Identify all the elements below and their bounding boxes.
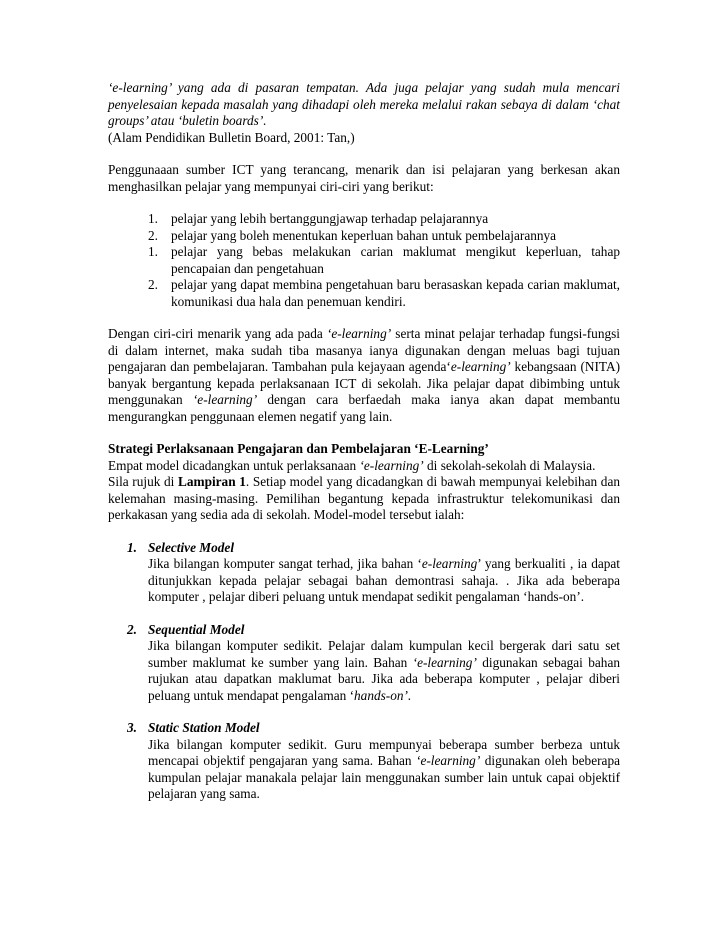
list-item xyxy=(108,277,620,310)
text-run: digunakan sebagai bahan rujukan atau dapatkan maklumat baru. Jika ada beberapa komputer , pelajar diberi peluang untuk mendapat pengalaman ‘ xyxy=(148,654,620,703)
text-run: Jika bilangan komputer sedikit. Pelajar dalam kumpulan kecil bergerak dari satu set sumber maklumat ke sumber yang lain. Bahan xyxy=(148,638,620,670)
appendix-link-text: Lampiran 1 xyxy=(177,474,246,489)
model-number: 1. xyxy=(127,539,137,555)
model-item xyxy=(108,540,620,606)
list-number: 2. xyxy=(148,227,158,243)
text-run: ’ yang berkualiti , ia dapat ditunjukkan kepada pelajar sebagai bahan demontrasi sahaja. . Jika ada beberapa komputer , pelajar diberi peluang untuk mendapat sedikit pengalaman ‘hands-on’. xyxy=(148,556,620,604)
paragraph-characteristics: Penggunaaan sumber ICT yang terancang, menarik dan isi pelajaran yang berkesan akan menghasilkan pelajar yang mempunyai ciri-ciri yang berikut: xyxy=(108,162,620,194)
text-run: digunakan oleh beberapa kumpulan pelajar manakala pelajar lain menggunakan sumber lain untuk capai objektif pelajaran yang sama. xyxy=(148,753,620,801)
section-models-intro xyxy=(108,458,620,475)
list-text: pelajar yang dapat membina pengetahuan baru berasaskan kepada carian maklumat, komunikasi dua hala dan penemuan kendiri. xyxy=(171,277,620,309)
model-number: 2. xyxy=(127,621,137,637)
list-item xyxy=(108,244,620,277)
model-item xyxy=(108,622,620,705)
models-list xyxy=(108,540,620,803)
text-run: dengan cara berfaedah maka ianya akan dapat membantu mengurangkan penggunaan elemen negatif yang lain. xyxy=(108,392,620,424)
emphasis-run: e-learning xyxy=(421,556,478,571)
list-item xyxy=(108,211,620,228)
emphasis-run: e-learning’ xyxy=(450,359,511,374)
section-appendix-ref xyxy=(108,474,620,524)
list-number: 1. xyxy=(148,211,158,226)
model-description xyxy=(148,556,620,606)
strategy-section xyxy=(108,441,620,524)
text-run: di sekolah-sekolah di Malaysia. xyxy=(423,457,596,473)
intro-citation: (Alam Pendidikan Bulletin Board, 2001: Tan,) xyxy=(108,129,355,145)
model-title: Sequential Model xyxy=(148,621,245,637)
text-run: Empat model dicadangkan untuk perlaksanaan xyxy=(108,457,360,473)
text-run: serta minat pelajar terhadap fungsi-fungsi di dalam internet, maka sudah tiba masanya ianya digunakan dengan meluas bagi tujuan pengajaran dan pembelajaran. Tambahan pula kejayaan agenda‘ xyxy=(108,326,620,374)
section-heading: Strategi Perlaksanaan Pengajaran dan Pembelajaran ‘E-Learning’ xyxy=(108,441,489,456)
intro-quote: ‘e-learning’ yang ada di pasaran tempatan. Ada juga pelajar yang sudah mula mencari penyelesaian kepada masalah yang dihadapi oleh mereka melalui rakan sebaya di dalam ‘chat groups’ atau ‘buletin boards’. xyxy=(108,80,620,128)
text-run: Sila rujuk di xyxy=(108,474,178,489)
model-item xyxy=(108,720,620,803)
text-run: Dengan ciri-ciri menarik yang ada pada xyxy=(108,326,327,341)
paragraph-elearning-interest xyxy=(108,326,620,425)
text-run: . Setiap model yang dicadangkan di bawah mempunyai kelebihan dan kelemahan masing-masing. Pemilihan begantung kepada infrastruktur telekomunikasi dan perkakasan yang sedia ada di sekolah. Model-model tersebut ialah: xyxy=(108,474,620,522)
text-run: kebangsaan (NITA) banyak bergantung kepada perlaksanaan ICT di sekolah. Jika pelajar dapat dibimbing untuk menggunakan xyxy=(108,359,620,407)
model-number: 3. xyxy=(127,720,137,735)
model-title: Static Station Model xyxy=(148,720,260,735)
intro-block xyxy=(108,80,620,146)
emphasis-run: ‘e-learning’ xyxy=(326,326,392,341)
list-number: 1. xyxy=(148,244,158,259)
document-page xyxy=(108,80,620,819)
model-title: Selective Model xyxy=(148,539,235,555)
list-number: 2. xyxy=(148,277,158,292)
emphasis-run: ‘e-learning’ xyxy=(192,392,258,407)
list-text: pelajar yang boleh menentukan keperluan bahan untuk pembelajarannya xyxy=(171,227,557,243)
characteristics-list xyxy=(108,211,620,310)
text-run: Jika bilangan komputer sangat terhad, jika bahan ‘ xyxy=(148,556,422,571)
list-text: pelajar yang bebas melakukan carian maklumat mengikut keperluan, tahap pencapaian dan pengetahuan xyxy=(171,244,620,276)
list-item xyxy=(108,228,620,245)
emphasis-run: ‘e-learning’ xyxy=(412,654,477,670)
emphasis-run: hands-on’. xyxy=(354,687,412,703)
text-run: Jika bilangan komputer sedikit. Guru mempunyai beberapa sumber berbeza untuk mencapai objektif pengajaran yang sama. Bahan xyxy=(148,736,620,768)
model-description xyxy=(148,737,620,803)
emphasis-run: ‘e-learning’ xyxy=(359,457,424,473)
list-text: pelajar yang lebih bertanggungjawap terhadap pelajarannya xyxy=(171,211,489,226)
model-description xyxy=(148,638,620,704)
emphasis-run: ‘e-learning’ xyxy=(416,753,481,768)
